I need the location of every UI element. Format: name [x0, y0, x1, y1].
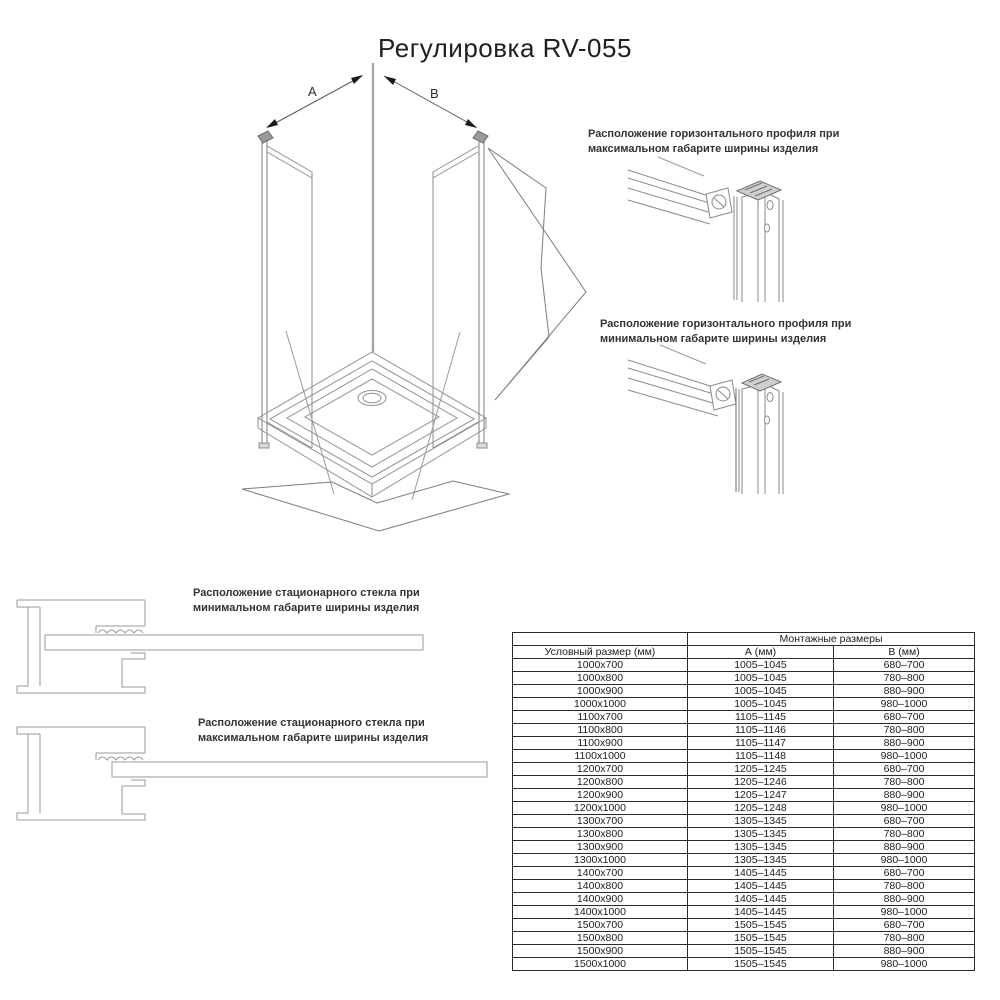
table-cell: 1000x700 — [513, 659, 688, 672]
table-cell: 1205–1246 — [688, 776, 834, 789]
table-cell: 1005–1045 — [688, 659, 834, 672]
dimension-b-label: B — [430, 86, 439, 101]
table-cell: 780–800 — [834, 932, 975, 945]
table-cell: 780–800 — [834, 724, 975, 737]
dimension-a — [266, 75, 363, 128]
glass-panel — [112, 762, 487, 777]
table-cell: 1100x900 — [513, 737, 688, 750]
table-row — [513, 672, 975, 685]
table-cell: 880–900 — [834, 893, 975, 906]
table-row — [513, 802, 975, 815]
table-row — [513, 763, 975, 776]
table-cell: 680–700 — [834, 919, 975, 932]
table-cell: 1305–1345 — [688, 815, 834, 828]
left-wall-profile — [258, 131, 273, 448]
callout-horizontal-profile-min: Расположение горизонтального профиля при минимальном габарите ширины изделия — [600, 318, 852, 345]
table-cell: 1405–1445 — [688, 893, 834, 906]
table-row — [513, 958, 975, 971]
table-cell: 1200x1000 — [513, 802, 688, 815]
table-cell: 780–800 — [834, 880, 975, 893]
screw-head — [765, 416, 770, 424]
table-cell: 1205–1247 — [688, 789, 834, 802]
table-cell: 1400x700 — [513, 867, 688, 880]
column-header-b: В (мм) — [834, 646, 975, 659]
table-cell: 680–700 — [834, 867, 975, 880]
table-row — [513, 724, 975, 737]
size-table-body — [513, 659, 975, 971]
table-cell: 1100x800 — [513, 724, 688, 737]
table-cell: 1105–1145 — [688, 711, 834, 724]
right-wall-profile — [473, 131, 488, 448]
table-row — [513, 815, 975, 828]
screw-head — [765, 224, 770, 232]
detail-profile-min — [628, 360, 783, 494]
table-cell: 880–900 — [834, 841, 975, 854]
table-cell: 1505–1545 — [688, 945, 834, 958]
column-header-size: Условный размер (мм) — [513, 646, 688, 659]
table-cell: 780–800 — [834, 828, 975, 841]
left-fixed-glass — [267, 146, 312, 448]
table-row — [513, 945, 975, 958]
table-row — [513, 737, 975, 750]
table-cell: 980–1000 — [834, 698, 975, 711]
table-cell: 1505–1545 — [688, 932, 834, 945]
table-group-header-row — [513, 633, 975, 646]
table-cell: 1400x1000 — [513, 906, 688, 919]
table-cell: 1305–1345 — [688, 854, 834, 867]
table-cell: 980–1000 — [834, 906, 975, 919]
column-header-a: А (мм) — [688, 646, 834, 659]
table-cell: 1205–1248 — [688, 802, 834, 815]
table-row — [513, 932, 975, 945]
table-cell: 1005–1045 — [688, 685, 834, 698]
gasket — [98, 757, 143, 760]
table-row — [513, 789, 975, 802]
table-cell: 1300x900 — [513, 841, 688, 854]
table-cell: 1500x700 — [513, 919, 688, 932]
table-cell: 1200x700 — [513, 763, 688, 776]
table-row — [513, 698, 975, 711]
table-row — [513, 919, 975, 932]
table-row — [513, 906, 975, 919]
table-cell: 1305–1345 — [688, 828, 834, 841]
table-cell: 1105–1147 — [688, 737, 834, 750]
screw-head — [767, 201, 773, 210]
callout-stationary-glass-max: Расположение стационарного стекла при максимальном габарите ширины изделия — [198, 717, 429, 744]
table-cell: 1100x1000 — [513, 750, 688, 763]
table-cell: 1105–1146 — [688, 724, 834, 737]
table-cell: 1505–1545 — [688, 919, 834, 932]
table-cell: 980–1000 — [834, 854, 975, 867]
table-cell: 780–800 — [834, 776, 975, 789]
table-cell: 880–900 — [834, 945, 975, 958]
table-row — [513, 893, 975, 906]
table-cell: 1000x900 — [513, 685, 688, 698]
mounting-size-table — [512, 632, 975, 971]
table-cell: 1500x900 — [513, 945, 688, 958]
table-cell: 1405–1445 — [688, 880, 834, 893]
table-cell: 880–900 — [834, 789, 975, 802]
table-cell: 980–1000 — [834, 802, 975, 815]
table-cell: 680–700 — [834, 815, 975, 828]
table-row — [513, 828, 975, 841]
table-cell-empty — [513, 633, 688, 646]
callout-horizontal-profile-max: Расположение горизонтального профиля при максимальном габарите ширины изделия — [588, 128, 840, 155]
table-cell: 1105–1148 — [688, 750, 834, 763]
table-cell: 1200x800 — [513, 776, 688, 789]
table-cell: 1400x900 — [513, 893, 688, 906]
table-cell: 1400x800 — [513, 880, 688, 893]
table-cell: 680–700 — [834, 711, 975, 724]
table-cell: 1005–1045 — [688, 672, 834, 685]
table-cell: 880–900 — [834, 737, 975, 750]
table-row — [513, 750, 975, 763]
table-cell: 1205–1245 — [688, 763, 834, 776]
page-title: Регулировка RV-055 — [378, 33, 632, 64]
arrow-down-icon — [242, 481, 509, 531]
gasket — [98, 630, 143, 633]
table-cell: 880–900 — [834, 685, 975, 698]
dimension-b — [384, 76, 477, 128]
table-cell: 1300x700 — [513, 815, 688, 828]
table-row — [513, 880, 975, 893]
table-cell: 680–700 — [834, 763, 975, 776]
table-cell: 1405–1445 — [688, 906, 834, 919]
size-table-head — [513, 633, 975, 659]
table-cell: 1505–1545 — [688, 958, 834, 971]
screw-head — [767, 393, 773, 402]
table-cell: 1500x1000 — [513, 958, 688, 971]
table-row — [513, 841, 975, 854]
callout-stationary-glass-min: Расположение стационарного стекла при минимальном габарите ширины изделия — [193, 587, 420, 614]
table-cell: 1500x800 — [513, 932, 688, 945]
table-cell: 1000x1000 — [513, 698, 688, 711]
arrow-right-icon — [488, 148, 586, 400]
table-cell: 1405–1445 — [688, 867, 834, 880]
table-cell: 1305–1345 — [688, 841, 834, 854]
glass-panel — [45, 635, 423, 650]
table-cell: 680–700 — [834, 659, 975, 672]
dimension-a-label: A — [308, 84, 317, 99]
table-cell: 1300x1000 — [513, 854, 688, 867]
table-row — [513, 854, 975, 867]
table-cell: 780–800 — [834, 672, 975, 685]
table-row — [513, 659, 975, 672]
table-cell: 1300x800 — [513, 828, 688, 841]
table-header-row — [513, 646, 975, 659]
shower-tray — [258, 352, 486, 497]
table-row — [513, 685, 975, 698]
table-cell: 1100x700 — [513, 711, 688, 724]
table-row — [513, 711, 975, 724]
table-cell: 1005–1045 — [688, 698, 834, 711]
table-cell: 1200x900 — [513, 789, 688, 802]
table-row — [513, 867, 975, 880]
table-cell: 1000x800 — [513, 672, 688, 685]
detail-profile-max — [628, 170, 783, 302]
table-group-header: Монтажные размеры — [688, 633, 975, 646]
table-cell: 980–1000 — [834, 958, 975, 971]
table-row — [513, 776, 975, 789]
table-cell: 980–1000 — [834, 750, 975, 763]
